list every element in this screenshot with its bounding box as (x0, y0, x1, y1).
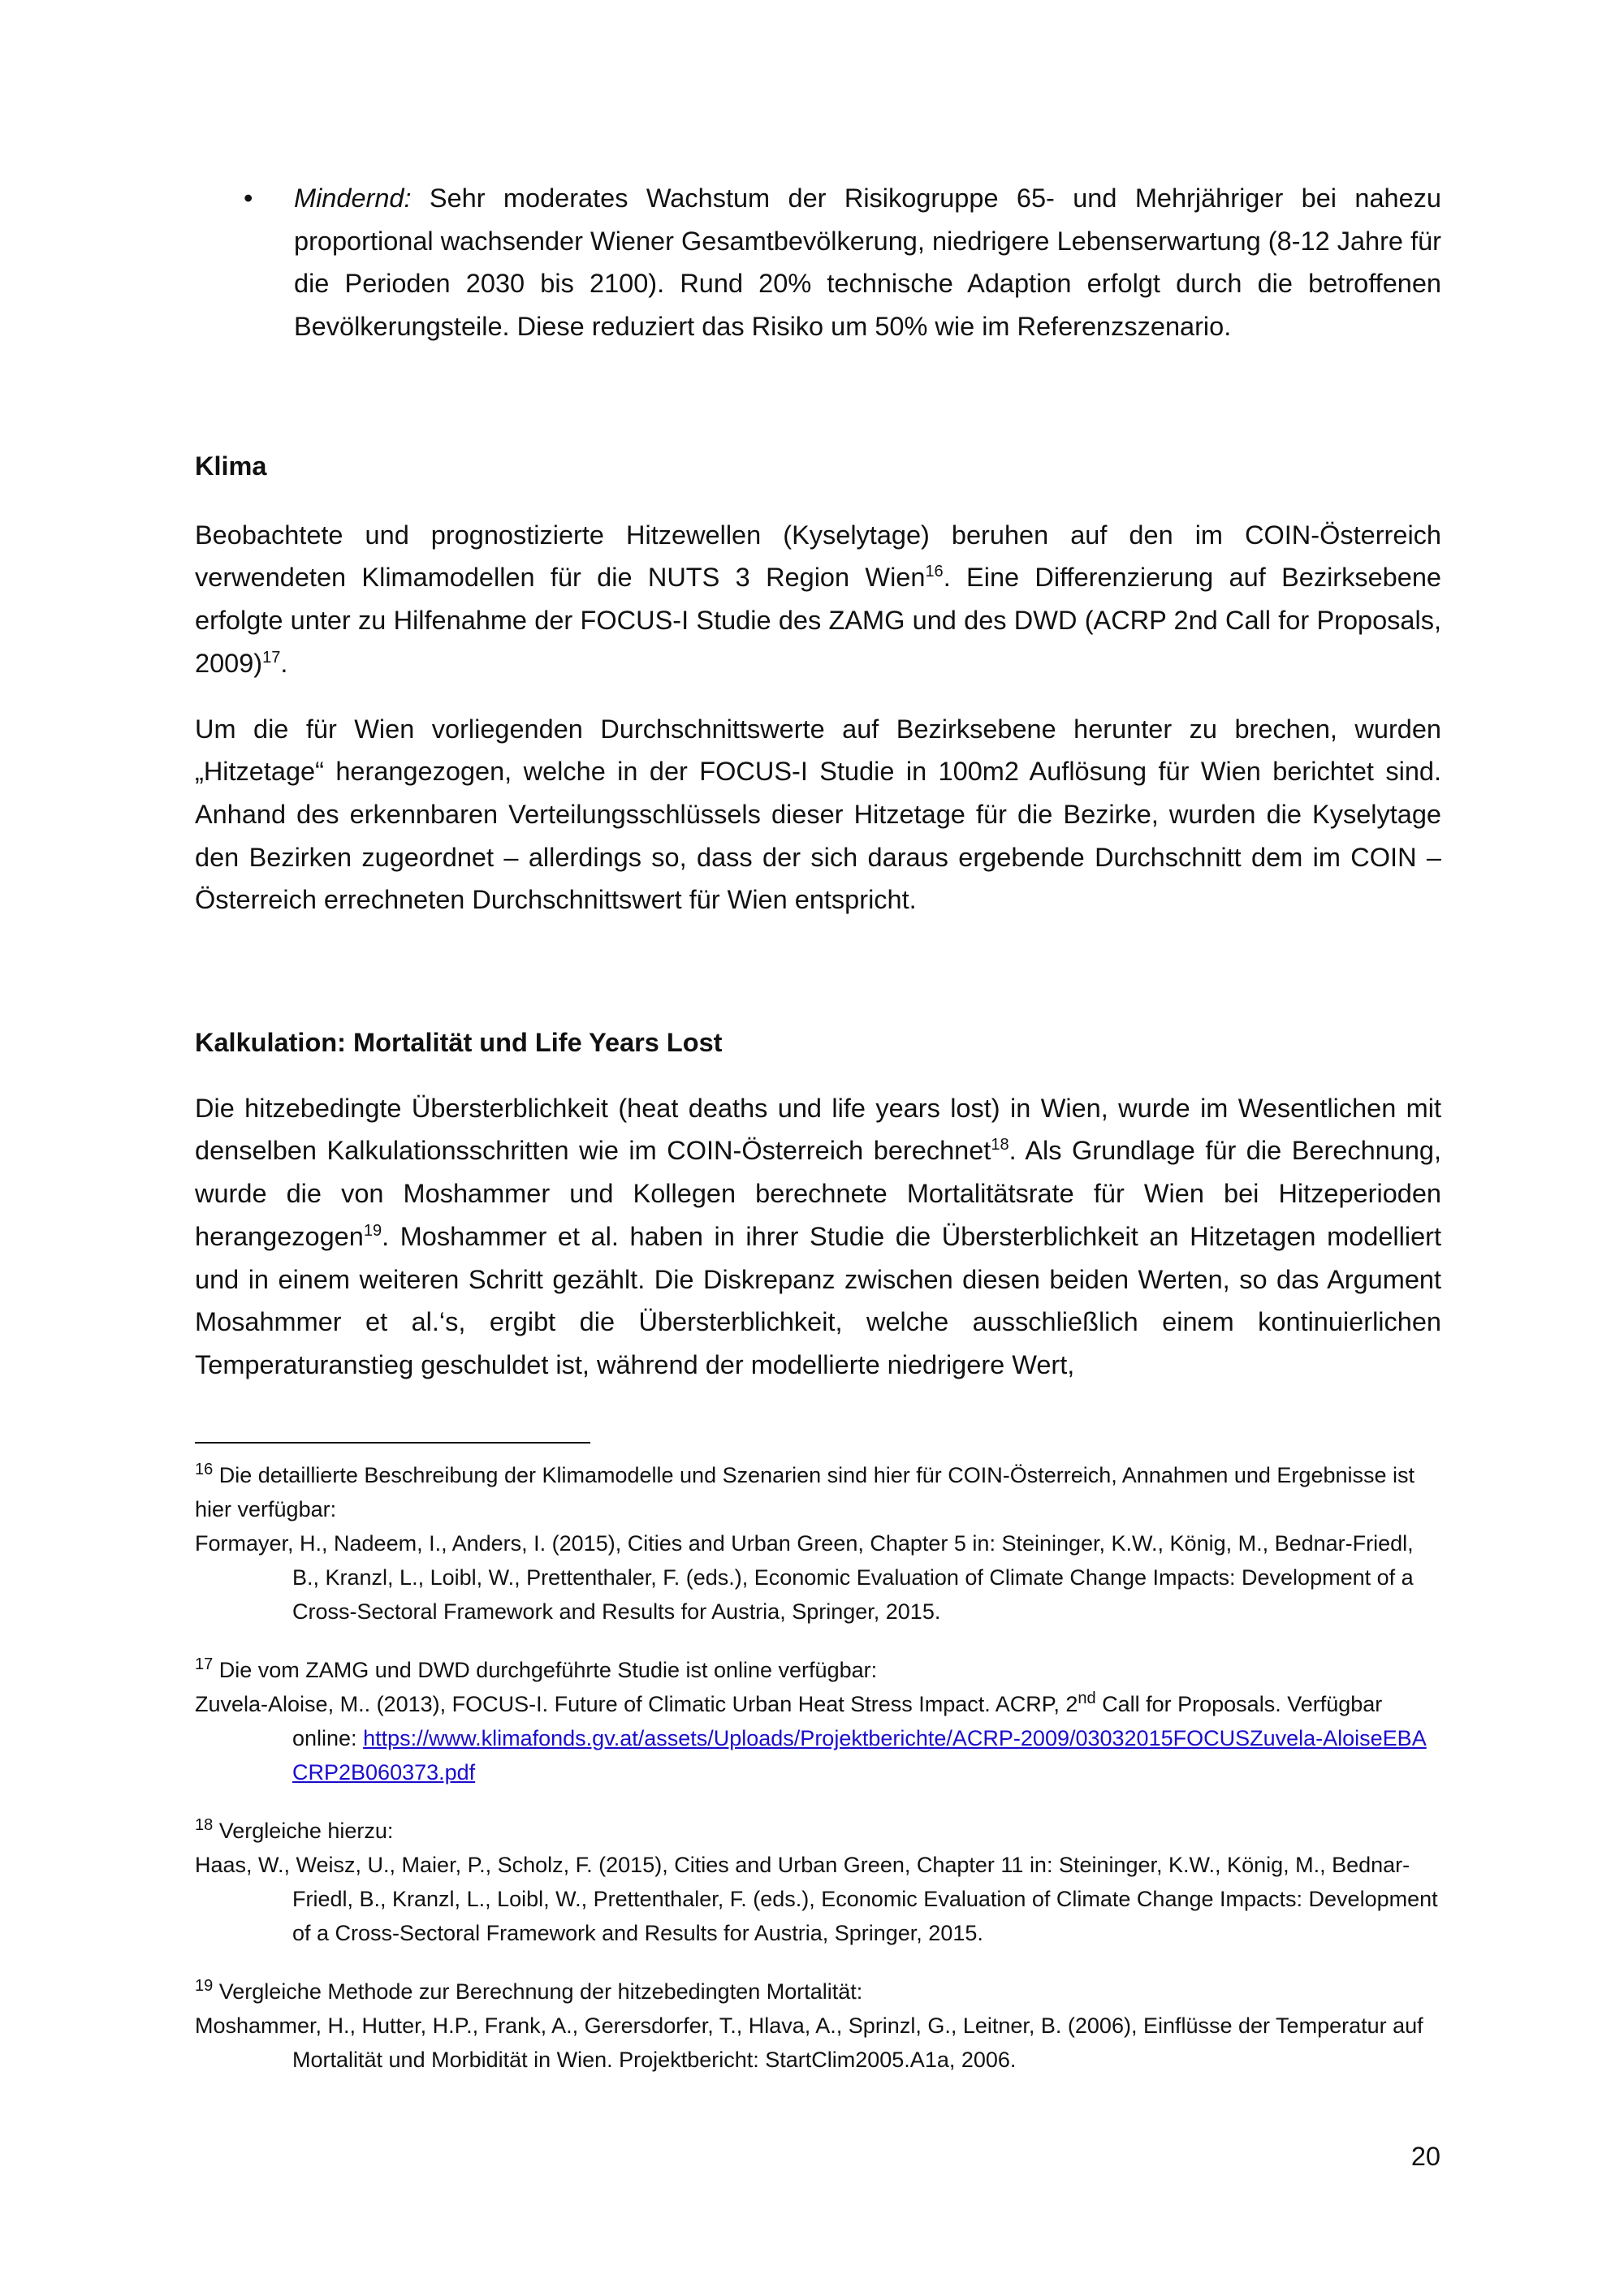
footnote-link[interactable]: https://www.klimafonds.gv.at/assets/Uploads/Projektberichte/ACRP-2009/03032015FOCUSZuvela-AloiseEBACRP2B060373.pdf (292, 1726, 1427, 1785)
footnote-number: 16 (195, 1461, 214, 1478)
footnote-text: Die vom ZAMG und DWD durchgeführte Studie ist online verfügbar: (213, 1658, 878, 1682)
footnote-17 (195, 1653, 1441, 1789)
klima-paragraph-2: Um die für Wien vorliegenden Durchschnittswerte auf Bezirksebene herunter zu brechen, wurden „Hitzetage“ herangezogen, welche in der FOCUS-I Studie in 100m2 Auflösung für Wien berichtet sind. Anhand des erkennbaren Verteilungsschlüssels dieser Hitzetage für die Bezirke, wurden die Kyselytage den Bezirken zugeordnet – allerdings so, dass der sich daraus ergebende Durchschnitt dem im COIN –Österreich errechneten Durchschnittswert für Wien entspricht. (195, 714, 1441, 915)
footnote-number: 17 (195, 1655, 214, 1673)
text: Die hitzebedingte Übersterblichkeit (heat deaths und life years lost) in Wien, wurde im Wesentlichen mit denselben Kalkulationsschritten wie im COIN-Österreich berechnet (195, 1093, 1441, 1166)
section-kalkulation (195, 1021, 1441, 1387)
section-klima (195, 445, 1441, 921)
bullet-text: Sehr moderates Wachstum der Risikogruppe 65- und Mehrjähriger bei nahezu proportional wachsender Wiener Gesamtbevölkerung, niedrigere Lebenserwartung (8-12 Jahre für die Perioden 2030 bis 2100). Rund 20% technische Adaption erfolgt durch die betroffenen Bevölkerungsteile. Diese reduziert das Risiko um 50% wie im Referenzszenario. (294, 183, 1441, 342)
kalkulation-paragraph (195, 1087, 1441, 1387)
page-number: 20 (1410, 2142, 1440, 2171)
footnote-number: 18 (195, 1816, 214, 1834)
footnote-text: Vergleiche hierzu: (213, 1819, 394, 1843)
footnote-ref-19[interactable]: 19 (363, 1221, 382, 1240)
text: Beobachtete und prognostizierte Hitzewellen (Kyselytage) beruhen auf den im COIN-Österreich verwendeten Klimamodellen für die NUTS 3 Region Wien (195, 520, 1441, 593)
bullet-item (294, 177, 1441, 348)
footnote-reference: Formayer, H., Nadeem, I., Anders, I. (2015), Cities and Urban Green, Chapter 5 in: Steininger, K.W., König, M., Bednar-Friedl, B., Kranzl, L., Loibl, W., Prettenthaler, F. (eds.), Economic Evaluation of Climate Change Impacts: Development of a Cross-Sectoral Framework and Results for Austria, Springer, 2015. (195, 1531, 1414, 1624)
bullet-lead: Mindernd: (294, 183, 412, 213)
text: Zuvela-Aloise, M.. (2013), FOCUS-I. Future of Climatic Urban Heat Stress Impact. ACRP, 2 (195, 1692, 1078, 1716)
superscript: nd (1078, 1690, 1096, 1707)
footnote-18 (195, 1814, 1441, 1950)
footnote-separator (195, 1442, 590, 1444)
text: . Eine Differenzierung auf Bezirksebene erfolgte unter zu Hilfenahme der FOCUS-I Studie des ZAMG und des DWD (ACRP 2nd Call for Proposals, 2009) (195, 563, 1441, 678)
footnote-reference (195, 1687, 1441, 1789)
footnote-reference: Moshammer, H., Hutter, H.P., Frank, A., Gerersdorfer, T., Hlava, A., Sprinzl, G., Leitner, B. (2006), Einflüsse der Temperatur auf Mortalität und Morbidität in Wien. Projektbericht: StartClim2005.A1a, 2006. (195, 2013, 1423, 2072)
footnote-text: Vergleiche Methode zur Berechnung der hitzebedingten Mortalität: (213, 1979, 863, 2004)
bullet-marker: • (244, 183, 253, 213)
footnotes (195, 1458, 1441, 2077)
text: . Moshammer et al. haben in ihrer Studie die Übersterblichkeit an Hitzetagen modelliert und in einem weiteren Schritt gezählt. Die Diskrepanz zwischen diesen beiden Werten, so das Argument Mosahmmer et al.‘s, ergibt die Übersterblichkeit, welche ausschließlich einem kontinuierlichen Temperaturanstieg geschuldet ist, während der modellierte niedrigere Wert, (195, 1221, 1441, 1379)
text: Call for Proposals. Verfügbar online: (292, 1692, 1383, 1750)
footnote-ref-17[interactable]: 17 (262, 648, 281, 667)
heading-klima: Klima (195, 451, 267, 481)
klima-paragraph-1 (195, 514, 1441, 685)
footnote-16 (195, 1458, 1441, 1629)
heading-kalkulation: Kalkulation: Mortalität und Life Years Lost (195, 1028, 723, 1057)
footnote-reference: Haas, W., Weisz, U., Maier, P., Scholz, F. (2015), Cities and Urban Green, Chapter 11 in: Steininger, K.W., König, M., Bednar-Friedl, B., Kranzl, L., Loibl, W., Prettenthaler, F. (eds.), Economic Evaluation of Climate Change Impacts: Development of a Cross-Sectoral Framework and Results for Austria, Springer, 2015. (195, 1853, 1438, 1945)
footnote-ref-18[interactable]: 18 (991, 1136, 1009, 1154)
footnote-19 (195, 1974, 1441, 2077)
text: . (280, 648, 288, 678)
footnote-text: Die detaillierte Beschreibung der Klimamodelle und Szenarien sind hier für COIN-Österreich, Annahmen und Ergebnisse ist hier verfügbar: (195, 1463, 1415, 1521)
footnote-ref-16[interactable]: 16 (925, 563, 944, 581)
footnote-number: 19 (195, 1977, 214, 1995)
text: . Als Grundlage für die Berechnung, wurde die von Moshammer und Kollegen berechnete Mortalitätsrate für Wien bei Hitzeperioden herangezogen (195, 1136, 1442, 1251)
